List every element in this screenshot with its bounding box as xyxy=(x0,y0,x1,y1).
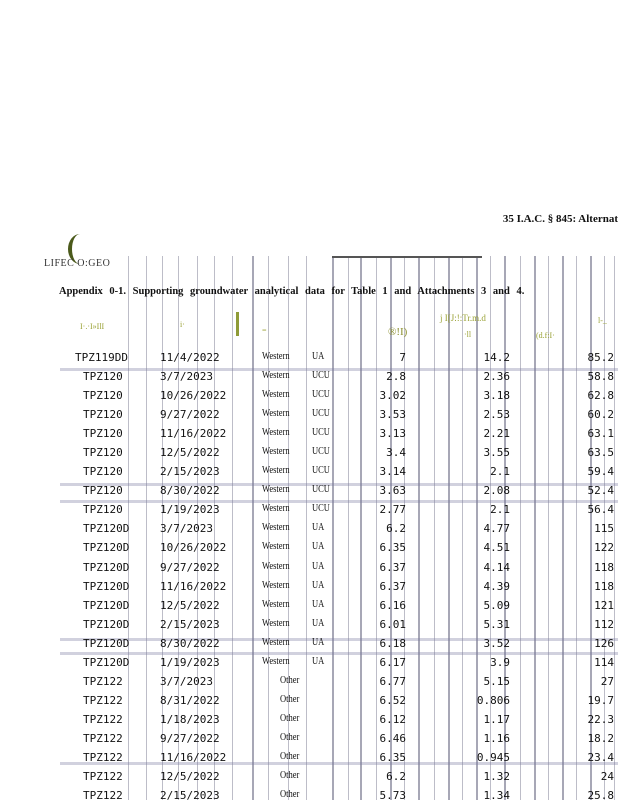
cell-region: Western xyxy=(262,617,290,629)
cell-value-1: 3.4 xyxy=(386,446,406,460)
cell-value-1: 2.77 xyxy=(379,503,406,517)
cell-value-1: 3.14 xyxy=(379,465,406,479)
cell-value-2: 1.32 xyxy=(483,770,510,784)
cell-date: 10/26/2022 xyxy=(160,389,227,403)
cell-value-1: 3.13 xyxy=(379,427,406,441)
cell-value-1: 6.2 xyxy=(386,522,406,536)
cell-value-2: 4.77 xyxy=(483,522,510,536)
cell-well-id: TPZ120D xyxy=(83,617,130,631)
table-row xyxy=(0,577,618,596)
cell-value-2: 2.1 xyxy=(490,503,510,517)
cell-well-id: TPZ120D xyxy=(83,560,130,574)
cell-date: 11/16/2022 xyxy=(160,579,227,593)
column-header-fragment: l-_ xyxy=(598,316,607,325)
cell-value-2: 2.53 xyxy=(483,408,510,422)
appendix-title: Appendix 0-1. Supporting groundwater analytical data for Table 1 and Attachments 3 and 4. xyxy=(59,286,525,297)
page-header-reference: 35 I.A.C. § 845: Alternat xyxy=(502,213,618,225)
cell-unit: UA xyxy=(312,655,325,667)
cell-well-id: TPZ120D xyxy=(83,636,130,650)
cell-date: 8/30/2022 xyxy=(160,636,220,650)
cell-well-id: TPZ122 xyxy=(83,731,123,745)
cell-value-3: 122 xyxy=(594,541,614,555)
cell-value-3: 24 xyxy=(600,770,614,784)
column-header-fragment: i· xyxy=(180,320,185,329)
cell-date: 12/5/2022 xyxy=(160,446,220,460)
cell-value-2: 5.15 xyxy=(483,674,510,688)
table-row xyxy=(0,367,618,386)
column-header-fragment: ®!I) xyxy=(388,326,408,338)
cell-unit: UA xyxy=(312,541,325,553)
cell-value-3: 112 xyxy=(594,617,614,631)
cell-value-2: 0.806 xyxy=(476,693,510,707)
cell-unit: UCU xyxy=(312,446,330,458)
cell-value-2: 2.36 xyxy=(483,370,510,384)
cell-well-id: TPZ120D xyxy=(83,655,130,669)
table-row xyxy=(0,538,618,557)
cell-value-2: 3.55 xyxy=(483,446,510,460)
cell-date: 2/15/2023 xyxy=(160,617,220,631)
cell-value-3: 59.4 xyxy=(587,465,614,479)
cell-region: Western xyxy=(262,427,290,439)
column-header-fragment: (d.f:I· xyxy=(536,331,555,340)
cell-well-id: TPZ120D xyxy=(83,579,130,593)
cell-unit: UCU xyxy=(312,389,330,401)
table-row xyxy=(0,615,618,634)
cell-value-2: 5.31 xyxy=(483,617,510,631)
table-row xyxy=(0,710,618,729)
cell-value-3: 58.8 xyxy=(587,370,614,384)
cell-value-3: 23.4 xyxy=(587,750,614,764)
cell-value-2: 3.18 xyxy=(483,389,510,403)
logo-text: LIFEC O:GEO xyxy=(44,258,111,269)
cell-value-3: 18.2 xyxy=(587,731,614,745)
table-row xyxy=(0,748,618,767)
cell-value-1: 6.16 xyxy=(379,598,406,612)
cell-value-2: 3.9 xyxy=(490,655,510,669)
column-header-fragment: j I[J:!:Tr.m.d xyxy=(440,313,486,323)
cell-value-3: 63.5 xyxy=(587,446,614,460)
cell-unit: UA xyxy=(312,598,325,610)
cell-unit: UA xyxy=(312,579,325,591)
cell-value-1: 6.37 xyxy=(379,560,406,574)
company-logo xyxy=(44,232,134,270)
cell-date: 11/16/2022 xyxy=(160,750,227,764)
cell-value-3: 114 xyxy=(594,655,614,669)
cell-value-2: 4.51 xyxy=(483,541,510,555)
cell-value-1: 3.53 xyxy=(379,408,406,422)
cell-date: 9/27/2022 xyxy=(160,408,220,422)
cell-well-id: TPZ122 xyxy=(83,693,123,707)
cell-date: 2/15/2023 xyxy=(160,465,220,479)
cell-value-3: 60.2 xyxy=(587,408,614,422)
cell-date: 9/27/2022 xyxy=(160,560,220,574)
cell-well-id: TPZ122 xyxy=(83,712,123,726)
data-table xyxy=(0,348,618,805)
cell-well-id: TPZ122 xyxy=(83,770,123,784)
cell-value-3: 126 xyxy=(594,636,614,650)
table-row xyxy=(0,653,618,672)
cell-unit: Other xyxy=(280,712,300,724)
cell-value-2: 2.08 xyxy=(483,484,510,498)
cell-unit: Other xyxy=(280,693,300,705)
cell-value-3: 85.2 xyxy=(587,351,614,364)
cell-value-1: 6.01 xyxy=(379,617,406,631)
cell-date: 3/7/2023 xyxy=(160,674,213,688)
cell-value-3: 52.4 xyxy=(587,484,614,498)
cell-region: Western xyxy=(262,579,290,591)
table-row xyxy=(0,462,618,481)
table-row xyxy=(0,634,618,653)
cell-value-2: 3.52 xyxy=(483,636,510,650)
cell-date: 8/31/2022 xyxy=(160,693,220,707)
table-row xyxy=(0,691,618,710)
cell-value-3: 25.8 xyxy=(587,789,614,803)
cell-unit: UCU xyxy=(312,408,330,420)
cell-unit: Other xyxy=(280,674,300,686)
cell-value-1: 7 xyxy=(399,351,406,364)
cell-region: Western xyxy=(262,370,290,382)
table-row xyxy=(0,424,618,443)
cell-value-3: 63.1 xyxy=(587,427,614,441)
cell-region: Western xyxy=(262,541,290,553)
cell-value-1: 5.73 xyxy=(379,789,406,803)
cell-value-1: 6.35 xyxy=(379,541,406,555)
table-row xyxy=(0,405,618,424)
cell-value-3: 118 xyxy=(594,579,614,593)
cell-well-id: TPZ120 xyxy=(83,370,123,384)
cell-value-1: 2.8 xyxy=(386,370,406,384)
cell-date: 12/5/2022 xyxy=(160,598,220,612)
cell-well-id: TPZ120 xyxy=(83,408,123,422)
cell-unit: UA xyxy=(312,636,325,648)
cell-well-id: TPZ120 xyxy=(83,389,123,403)
cell-unit: UCU xyxy=(312,427,330,439)
cell-region: Western xyxy=(262,598,290,610)
cell-region: Western xyxy=(262,389,290,401)
table-row xyxy=(0,443,618,462)
column-header-fragment: = xyxy=(262,326,267,335)
cell-value-2: 2.1 xyxy=(490,465,510,479)
cell-date: 8/30/2022 xyxy=(160,484,220,498)
cell-value-1: 6.2 xyxy=(386,770,406,784)
cell-date: 10/26/2022 xyxy=(160,541,227,555)
cell-unit: UA xyxy=(312,617,325,629)
cell-value-3: 19.7 xyxy=(587,693,614,707)
table-row xyxy=(0,596,618,615)
cell-value-2: 4.39 xyxy=(483,579,510,593)
cell-date: 3/7/2023 xyxy=(160,522,213,536)
cell-value-1: 6.17 xyxy=(379,655,406,669)
cell-unit: UCU xyxy=(312,503,330,515)
cell-value-1: 6.37 xyxy=(379,579,406,593)
column-header-fragment: I·.·I»IlI xyxy=(80,322,105,331)
cell-value-1: 3.02 xyxy=(379,389,406,403)
cell-region: Western xyxy=(262,522,290,534)
cell-unit: Other xyxy=(280,789,300,801)
cell-date: 1/19/2023 xyxy=(160,655,220,669)
cell-unit: UA xyxy=(312,351,325,362)
cell-region: Western xyxy=(262,655,290,667)
table-row xyxy=(0,558,618,577)
table-row xyxy=(0,481,618,500)
cell-date: 3/7/2023 xyxy=(160,370,213,384)
cell-value-3: 115 xyxy=(594,522,614,536)
cell-region: Western xyxy=(262,408,290,420)
cell-region: Western xyxy=(262,351,290,362)
cell-unit: UCU xyxy=(312,484,330,496)
cell-value-3: 62.8 xyxy=(587,389,614,403)
cell-well-id: TPZ119DD xyxy=(75,351,128,364)
table-row xyxy=(0,348,618,367)
cell-value-2: 14.2 xyxy=(483,351,510,364)
cell-value-2: 1.17 xyxy=(483,712,510,726)
cell-date: 12/5/2022 xyxy=(160,770,220,784)
cell-value-1: 6.12 xyxy=(379,712,406,726)
cell-well-id: TPZ120D xyxy=(83,522,130,536)
cell-value-2: 1.34 xyxy=(483,789,510,803)
cell-unit: UA xyxy=(312,560,325,572)
cell-well-id: TPZ120 xyxy=(83,465,123,479)
cell-date: 11/16/2022 xyxy=(160,427,227,441)
cell-date: 1/18/2023 xyxy=(160,712,220,726)
cell-value-1: 6.77 xyxy=(379,674,406,688)
table-row xyxy=(0,672,618,691)
cell-well-id: TPZ120 xyxy=(83,503,123,517)
cell-value-2: 4.14 xyxy=(483,560,510,574)
table-row xyxy=(0,767,618,786)
table-row xyxy=(0,729,618,748)
cell-unit: Other xyxy=(280,770,300,782)
cell-value-2: 0.945 xyxy=(476,750,510,764)
cell-value-2: 2.21 xyxy=(483,427,510,441)
cell-well-id: TPZ120 xyxy=(83,446,123,460)
cell-value-3: 27 xyxy=(600,674,614,688)
cell-unit: UCU xyxy=(312,370,330,382)
cell-unit: Other xyxy=(280,750,300,762)
cell-date: 9/27/2022 xyxy=(160,731,220,745)
cell-value-1: 6.18 xyxy=(379,636,406,650)
cell-value-3: 22.3 xyxy=(587,712,614,726)
cell-value-3: 56.4 xyxy=(587,503,614,517)
cell-value-1: 3.63 xyxy=(379,484,406,498)
cell-region: Western xyxy=(262,484,290,496)
cell-date: 1/19/2023 xyxy=(160,503,220,517)
cell-region: Western xyxy=(262,636,290,648)
cell-unit: UCU xyxy=(312,465,330,477)
cell-region: Western xyxy=(262,446,290,458)
cell-unit: Other xyxy=(280,731,300,743)
table-row xyxy=(0,786,618,805)
cell-well-id: TPZ120D xyxy=(83,541,130,555)
cell-region: Western xyxy=(262,465,290,477)
cell-date: 11/4/2022 xyxy=(160,351,220,364)
column-header-fragment: ·ll xyxy=(464,330,472,339)
table-row xyxy=(0,519,618,538)
cell-value-2: 1.16 xyxy=(483,731,510,745)
cell-region: Western xyxy=(262,560,290,572)
cell-value-3: 121 xyxy=(594,598,614,612)
cell-well-id: TPZ122 xyxy=(83,750,123,764)
cell-value-1: 6.52 xyxy=(379,693,406,707)
cell-value-1: 6.46 xyxy=(379,731,406,745)
cell-value-2: 5.09 xyxy=(483,598,510,612)
cell-value-1: 6.35 xyxy=(379,750,406,764)
cell-well-id: TPZ120 xyxy=(83,484,123,498)
cell-date: 2/15/2023 xyxy=(160,789,220,803)
cell-well-id: TPZ120 xyxy=(83,427,123,441)
table-row xyxy=(0,500,618,519)
table-row xyxy=(0,386,618,405)
cell-value-3: 118 xyxy=(594,560,614,574)
cell-unit: UA xyxy=(312,522,325,534)
cell-well-id: TPZ122 xyxy=(83,674,123,688)
column-header-bar xyxy=(236,312,239,336)
cell-well-id: TPZ122 xyxy=(83,789,123,803)
cell-well-id: TPZ120D xyxy=(83,598,130,612)
cell-region: Western xyxy=(262,503,290,515)
